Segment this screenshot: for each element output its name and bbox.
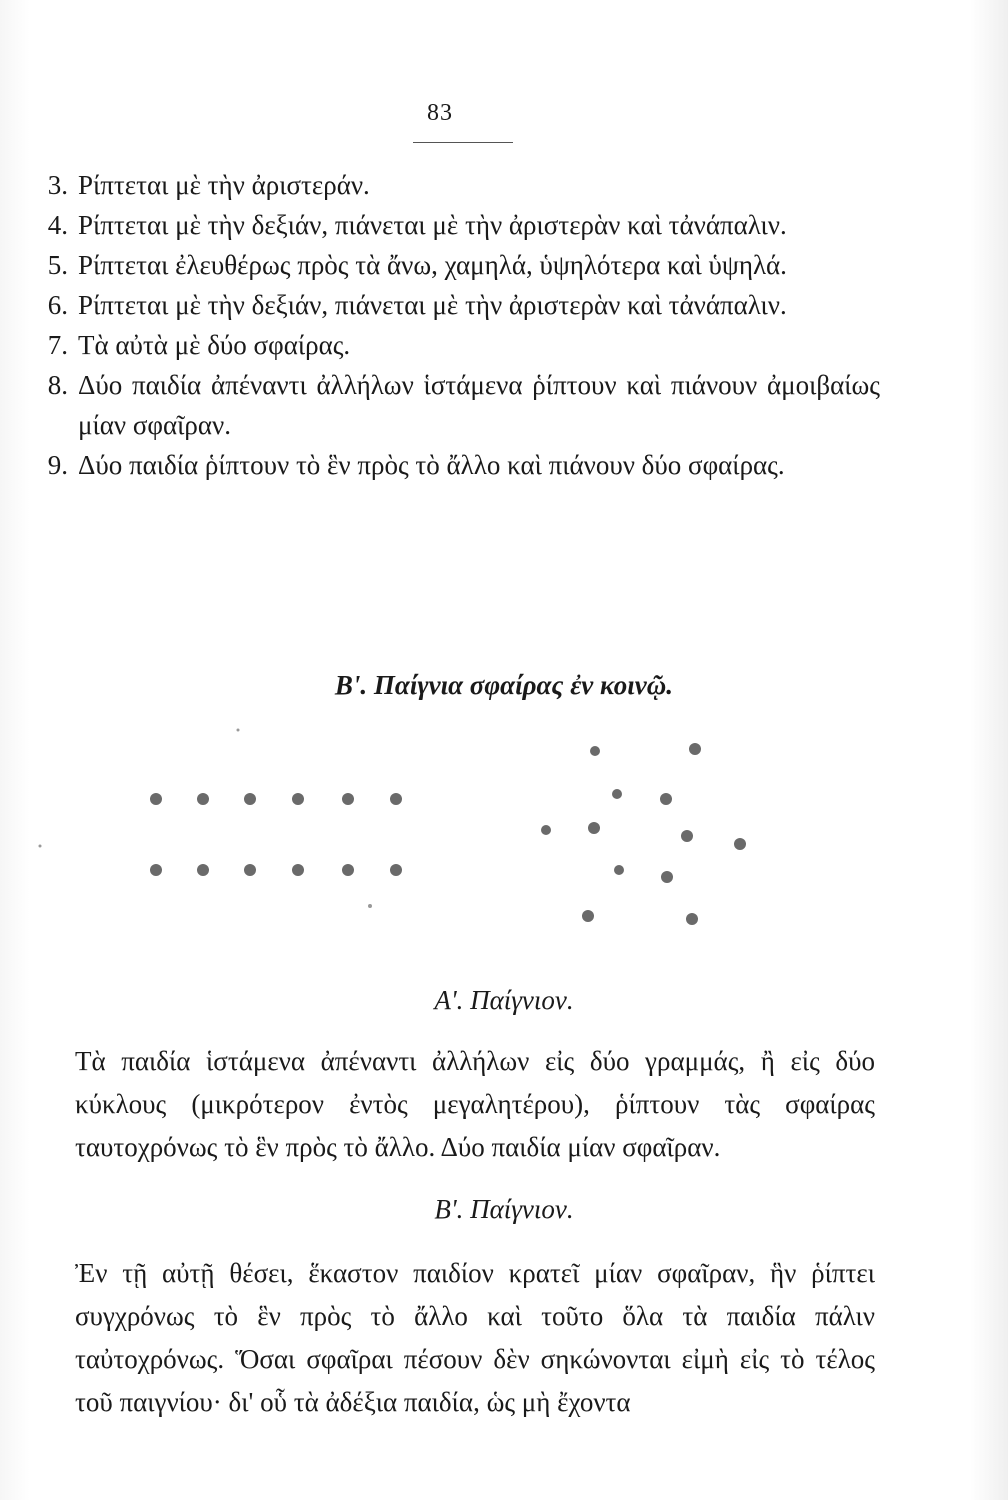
page-number: 83 xyxy=(427,100,453,126)
game-b-heading: Β'. Παίγνιον. xyxy=(434,1194,574,1224)
player-dot xyxy=(244,864,256,876)
list-item xyxy=(20,325,880,365)
item-number: 5. xyxy=(47,250,68,280)
list-item xyxy=(20,445,880,485)
list-item xyxy=(20,205,880,245)
player-dot xyxy=(292,864,304,876)
player-dot xyxy=(342,864,354,876)
print-speck xyxy=(368,904,372,908)
item-text: Ρίπτεται μὲ τὴν δεξιάν, πιάνεται μὲ τὴν ἀριστερὰν καὶ τἀνάπαλιν. xyxy=(78,210,787,240)
item-text: Ρίπτεται μὲ τὴν ἀριστεράν. xyxy=(78,170,370,200)
player-dot xyxy=(197,864,209,876)
section-heading: Β'. Παίγνια σφαίρας ἐν κοινῷ. xyxy=(334,670,674,700)
item-text: Δύο παιδία ῥίπτουν τὸ ἓν πρὸς τὸ ἄλλο καὶ πιάνουν δύο σφαίρας. xyxy=(78,450,785,480)
exercise-list xyxy=(20,165,880,485)
player-dot xyxy=(686,913,698,925)
player-dot xyxy=(689,743,701,755)
player-dot xyxy=(292,793,304,805)
player-dot xyxy=(614,865,624,875)
player-dot xyxy=(588,822,600,834)
player-dot xyxy=(541,825,551,835)
item-text: Τὰ αὐτὰ μὲ δύο σφαίρας. xyxy=(78,330,351,360)
formation-diagram xyxy=(0,720,1008,950)
item-text: Ρίπτεται ἐλευθέρως πρὸς τὰ ἄνω, χαμηλά, ὑψηλότερα καὶ ὑψηλά. xyxy=(78,250,787,280)
print-speck xyxy=(39,845,42,848)
player-dot xyxy=(681,830,693,842)
item-number: 8. xyxy=(47,370,68,400)
player-dot xyxy=(390,793,402,805)
item-number: 9. xyxy=(47,450,68,480)
player-dot xyxy=(342,793,354,805)
game-b-text: Ἐν τῇ αὐτῇ θέσει, ἕκαστον παιδίον κρατεῖ μίαν σφαῖραν, ἣν ῥίπτει συγχρόνως τὸ ἓν πρὸς τὸ ἄλλο καὶ τοῦτο ὅλα τὰ παιδία πάλιν ταὐτοχρόνως. Ὅσαι σφαῖραι πέσουν δὲν σηκώνονται εἰμὴ εἰς τὸ τέλος τοῦ παιγνίου· δι' οὗ τὰ ἀδέξια παιδία, ὡς μὴ ἔχοντα xyxy=(75,1258,875,1417)
two-circles-formation xyxy=(541,743,746,925)
player-dot xyxy=(244,793,256,805)
player-dot xyxy=(150,793,162,805)
player-dot xyxy=(390,864,402,876)
player-dot xyxy=(197,793,209,805)
item-text: Ρίπτεται μὲ τὴν δεξιάν, πιάνεται μὲ τὴν ἀριστερὰν καὶ τἀνάπαλιν. xyxy=(78,290,787,320)
list-item xyxy=(20,165,880,205)
item-number: 3. xyxy=(47,170,68,200)
player-dot xyxy=(660,793,672,805)
item-number: 4. xyxy=(47,210,68,240)
player-dot xyxy=(734,838,746,850)
game-a-heading: Α'. Παίγνιον. xyxy=(434,985,574,1015)
two-lines-formation xyxy=(150,793,402,876)
game-a-text: Τὰ παιδία ἱστάμενα ἀπέναντι ἀλλήλων εἰς δύο γραμμάς, ἢ εἰς δύο κύκλους (μικρότερον ἐντὸς μεγαλητέρου), ῥίπτουν τὰς σφαίρας ταυτοχρόνως τὸ ἓν πρὸς τὸ ἄλλο. Δύο παιδία μίαν σφαῖραν. xyxy=(75,1046,875,1162)
list-item xyxy=(20,285,880,325)
list-item xyxy=(20,365,880,445)
player-dot xyxy=(590,746,600,756)
header-rule xyxy=(413,142,513,143)
player-dot xyxy=(612,789,622,799)
item-number: 7. xyxy=(47,330,68,360)
player-dot xyxy=(582,910,594,922)
print-speck xyxy=(237,729,240,732)
player-dot xyxy=(661,871,673,883)
list-item xyxy=(20,245,880,285)
item-text: Δύο παιδία ἀπέναντι ἀλλήλων ἱστάμενα ῥίπτουν καὶ πιάνουν ἀμοιβαίως μίαν σφαῖραν. xyxy=(78,370,880,440)
item-number: 6. xyxy=(47,290,68,320)
player-dot xyxy=(150,864,162,876)
